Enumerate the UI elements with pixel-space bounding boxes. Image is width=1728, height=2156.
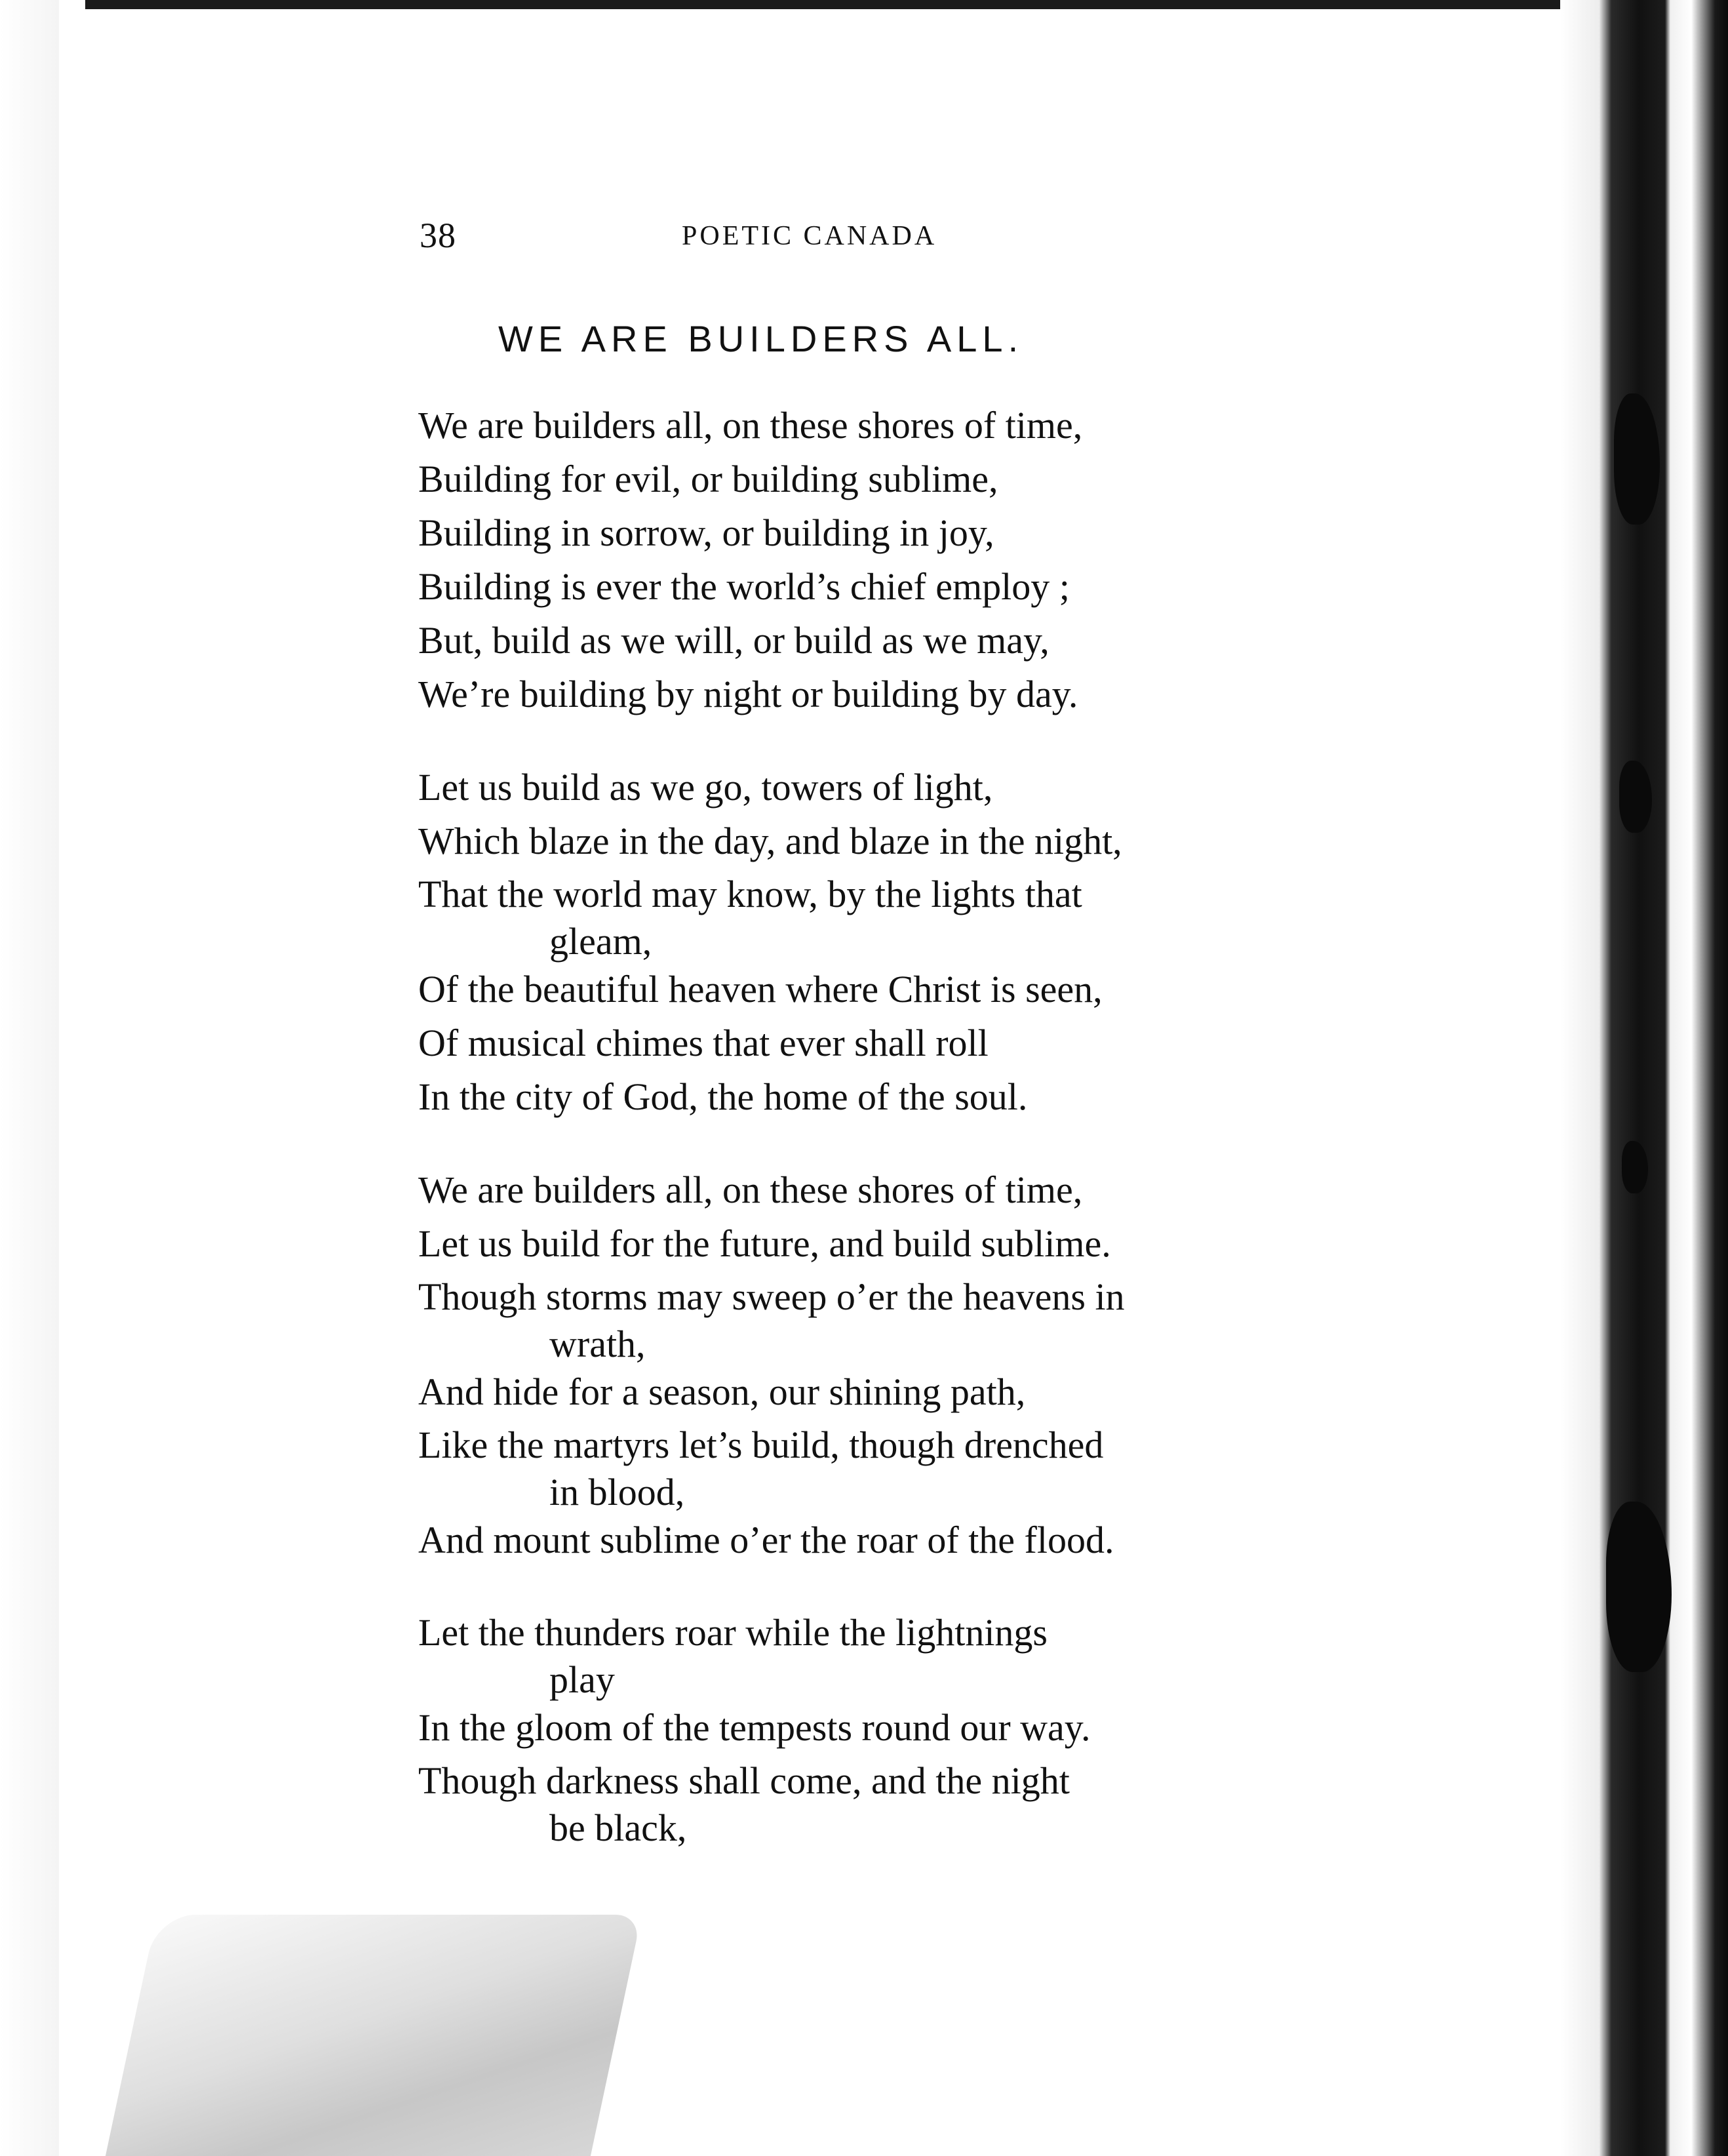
poem-line: Building in sorrow, or building in joy, <box>418 511 994 554</box>
poem-line: Building is ever the world’s chief employ ; <box>418 565 1070 608</box>
poem-line: And hide for a season, our shining path, <box>418 1370 1026 1413</box>
poem-line: Building for evil, or building sublime, <box>418 458 998 500</box>
poem-line: In the city of God, the home of the soul. <box>418 1075 1028 1118</box>
stanza <box>418 761 1270 1124</box>
poem-line: In the gloom of the tempests round our way. <box>418 1706 1091 1749</box>
poem-title: WE ARE BUILDERS ALL. <box>498 318 1024 359</box>
poem-line: Though darkness shall come, and the night be black, <box>418 1755 1270 1849</box>
poem-line: Of musical chimes that ever shall roll <box>418 1022 989 1064</box>
poem-line: We are builders all, on these shores of time, <box>418 1168 1083 1211</box>
page-left-shadow <box>0 0 59 2156</box>
paper-clip-shadow <box>106 1915 642 2156</box>
poem-line-continuation: in blood, <box>549 1471 685 1513</box>
poem-line: Though storms may sweep o’er the heavens in wrath, <box>418 1271 1270 1365</box>
poem-line: Let the thunders roar while the lightnings play <box>418 1607 1270 1701</box>
page-number: 38 <box>420 216 456 255</box>
page-right-margin <box>1560 0 1601 2156</box>
poem-line-continuation: play <box>549 1658 615 1701</box>
page-top-edge <box>85 0 1626 9</box>
poem-line-continuation: gleam, <box>549 920 652 963</box>
stanza <box>418 1163 1270 1567</box>
poem-line: We are builders all, on these shores of time, <box>418 404 1083 447</box>
poem-line-continuation: be black, <box>549 1807 687 1849</box>
running-head: POETIC CANADA <box>682 221 937 251</box>
poem-body <box>418 399 1270 1888</box>
stanza <box>418 1607 1270 1849</box>
poem-line: Like the martyrs let’s build, though drenched in blood, <box>418 1419 1270 1513</box>
poem-line: Which blaze in the day, and blaze in the night, <box>418 820 1122 862</box>
poem-line: And mount sublime o’er the roar of the flood. <box>418 1519 1114 1561</box>
poem-line: That the world may know, by the lights that gleam, <box>418 868 1270 963</box>
book-binding-edge <box>1600 0 1728 2156</box>
poem-line: Let us build for the future, and build sublime. <box>418 1222 1111 1265</box>
poem-line: We’re building by night or building by day. <box>418 673 1078 715</box>
poem-line-continuation: wrath, <box>549 1323 646 1365</box>
poem-line: Let us build as we go, towers of light, <box>418 766 993 808</box>
poem-line: But, build as we will, or build as we may, <box>418 619 1050 662</box>
stanza <box>418 399 1270 721</box>
poem-line: Of the beautiful heaven where Christ is seen, <box>418 968 1103 1010</box>
